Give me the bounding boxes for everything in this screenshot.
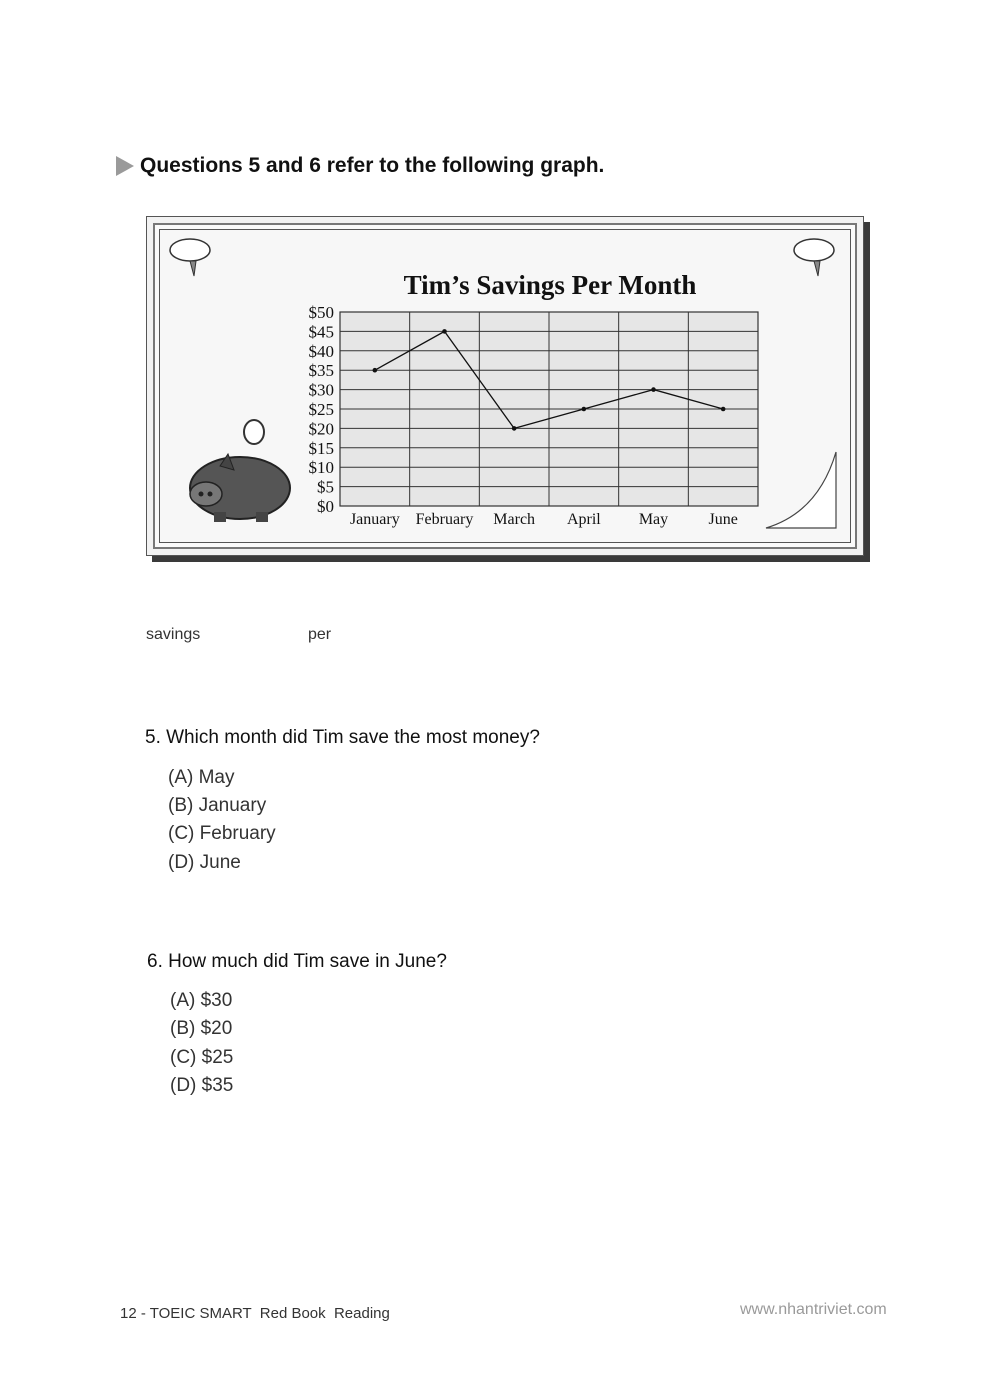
x-tick-label: May	[638, 511, 669, 528]
heading-text: Questions 5 and 6 refer to the following graph.	[140, 154, 605, 177]
chart-title: Tim’s Savings Per Month	[403, 270, 697, 300]
q6-option-d[interactable]: (D) $35	[170, 1075, 234, 1096]
y-tick-label: $45	[308, 322, 334, 342]
x-tick-label: June	[708, 511, 738, 528]
glossary-word-savings: savings	[146, 626, 201, 643]
x-tick-label: January	[349, 511, 400, 528]
q5-option-c[interactable]: (C) February	[168, 823, 276, 844]
page-footer: 12 - TOEIC SMART Red Book Reading	[120, 1305, 390, 1322]
y-tick-label: $40	[308, 341, 334, 361]
x-tick-label: February	[415, 511, 474, 528]
savings-chart	[146, 216, 866, 561]
y-tick-label: $5	[317, 477, 334, 497]
question-5: 5. Which month did Tim save the most money?	[145, 727, 540, 748]
data-point-april	[582, 407, 587, 412]
q6-option-a[interactable]: (A) $30	[170, 990, 233, 1011]
y-tick-label: $15	[308, 438, 334, 458]
y-tick-label: $35	[308, 361, 334, 381]
glossary-word-per: per	[308, 626, 332, 643]
plot-area	[309, 303, 759, 528]
section-heading	[116, 154, 604, 178]
x-tick-label: April	[566, 511, 601, 528]
data-point-may	[651, 387, 656, 392]
y-tick-label: $20	[308, 419, 334, 439]
q6-option-b[interactable]: (B) $20	[170, 1018, 233, 1039]
piggy-bank-icon	[190, 420, 290, 522]
y-tick-label: $10	[308, 458, 334, 478]
q5-option-a[interactable]: (A) May	[168, 767, 235, 788]
q6-option-c[interactable]: (C) $25	[170, 1047, 234, 1068]
question-6: 6. How much did Tim save in June?	[147, 951, 447, 972]
x-tick-label: March	[493, 511, 536, 528]
y-tick-label: $50	[308, 303, 334, 322]
y-tick-label: $30	[308, 380, 334, 400]
pin-left-icon	[170, 239, 210, 276]
q5-option-d[interactable]: (D) June	[168, 852, 241, 873]
y-tick-label: $0	[317, 497, 334, 516]
data-point-june	[721, 407, 726, 412]
q5-option-b[interactable]: (B) January	[168, 795, 267, 816]
data-point-february	[442, 329, 447, 334]
publisher-url: www.nhantriviet.com	[740, 1301, 887, 1318]
pin-right-icon	[794, 239, 834, 276]
curled-corner	[766, 452, 836, 528]
play-arrow-icon	[116, 156, 134, 176]
y-tick-label: $25	[308, 400, 334, 419]
data-point-january	[373, 368, 378, 373]
data-point-march	[512, 426, 517, 431]
